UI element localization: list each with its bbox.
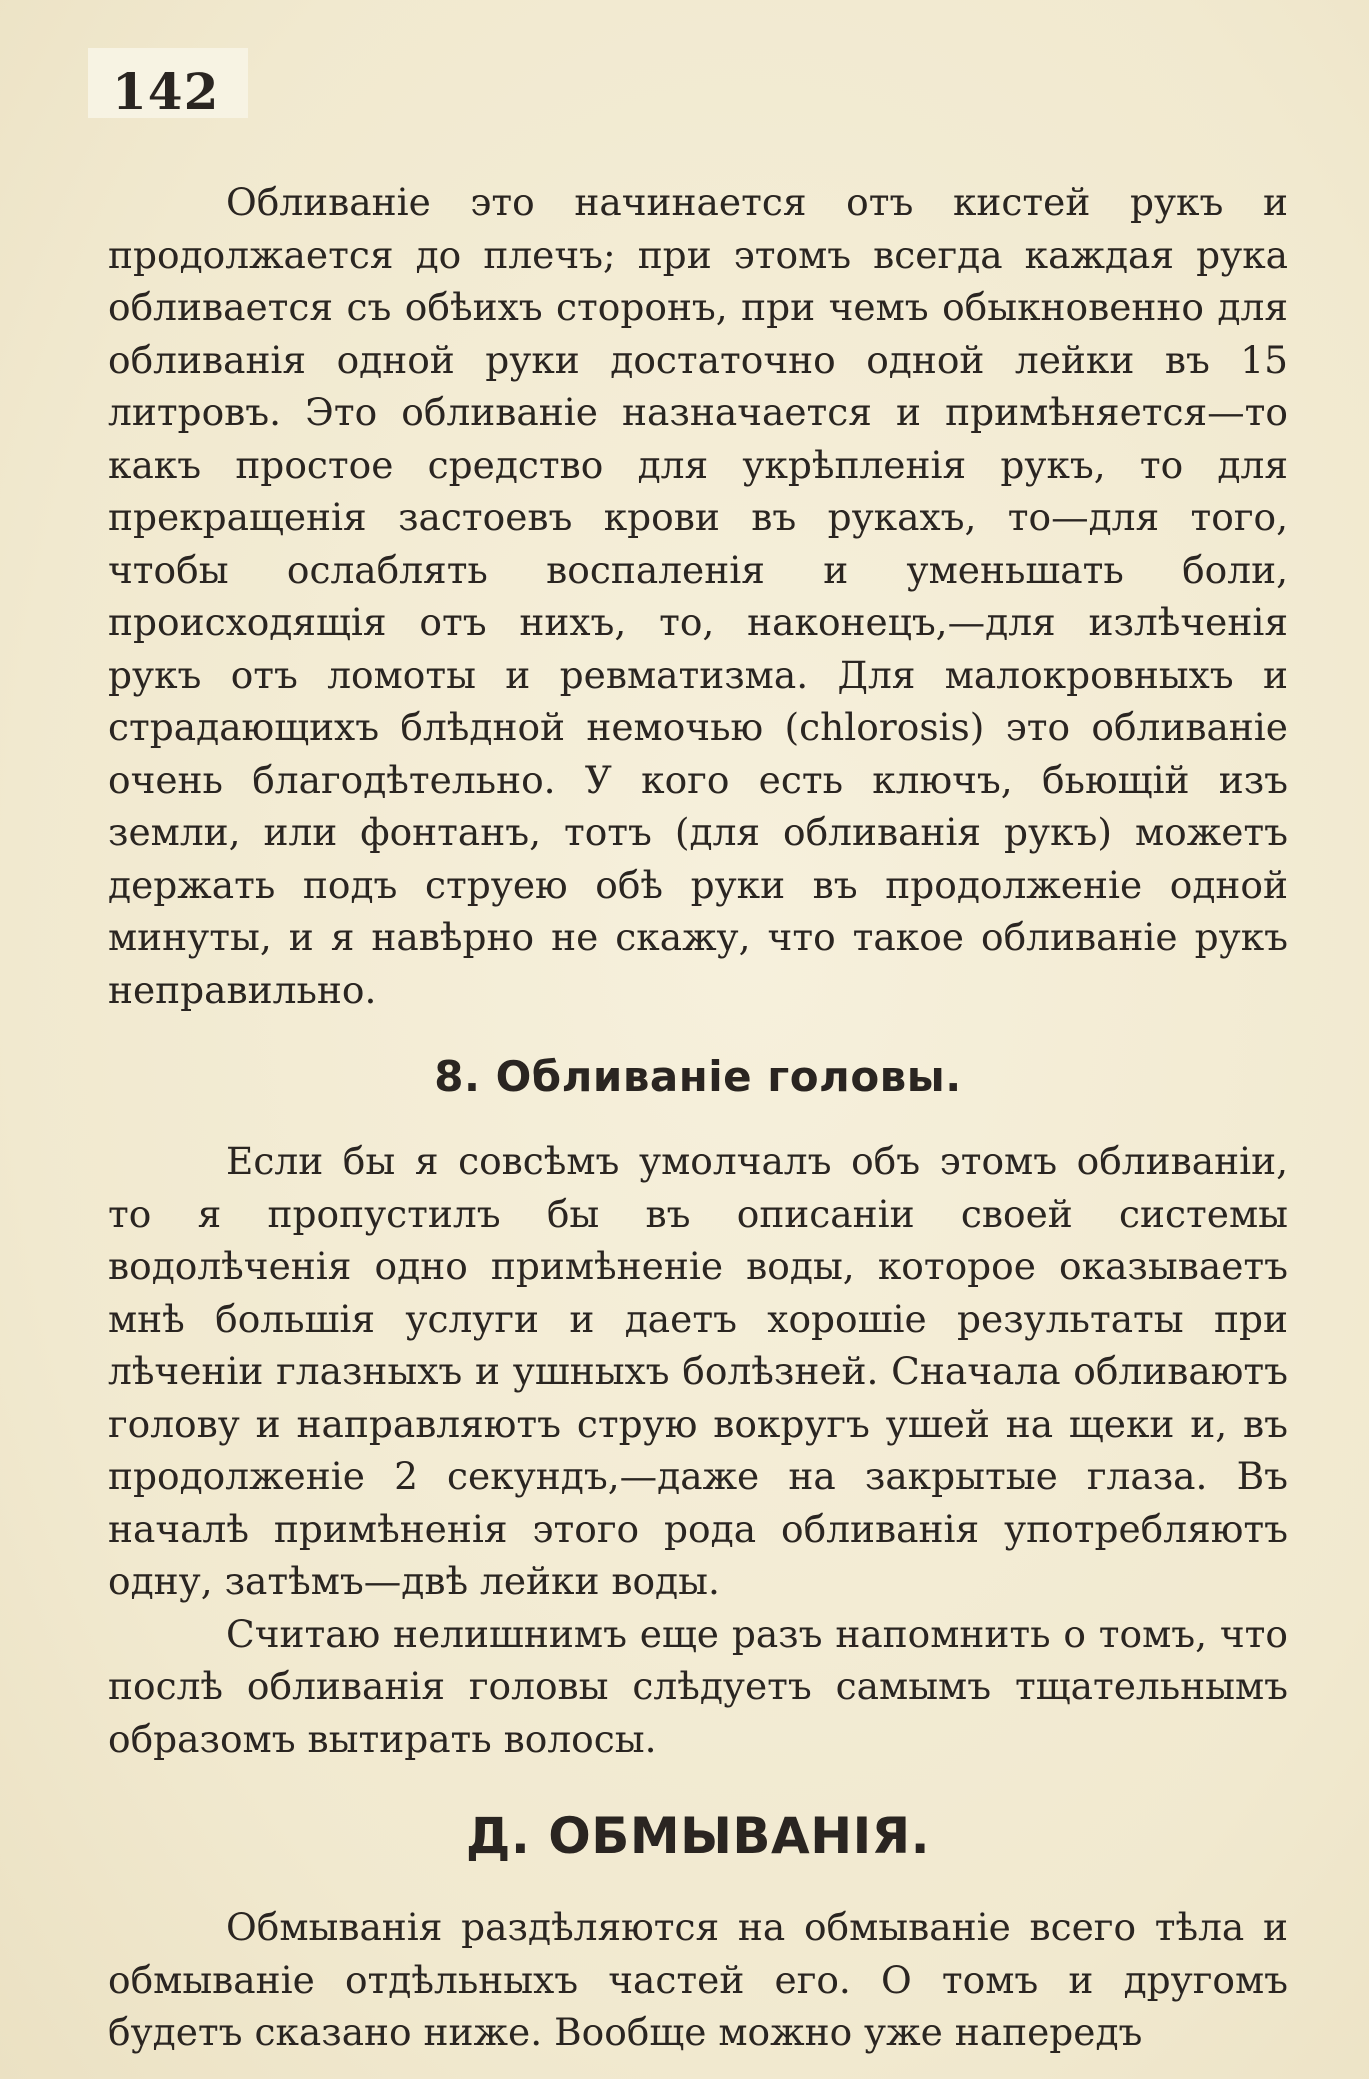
page-number: 142 [112, 62, 220, 121]
section-d-heading: Д. ОБМЫВАНІЯ. [465, 1807, 931, 1865]
section-8-paragraph-2: Считаю нелишнимъ еще разъ напомнить о томъ, что послѣ обливанія головы слѣдуетъ самымъ тщательнымъ образомъ вытирать волосы. [108, 1611, 1288, 1761]
section-8-heading: 8. Обливаніе головы. [434, 1052, 962, 1101]
section-8-paragraph-1: Если бы я совсѣмъ умолчалъ объ этомъ обливаніи, то я пропустилъ бы въ описаніи своей системы водолѣченія одно примѣненіе воды, которое оказываетъ мнѣ большія услуги и даетъ хорошіе результаты при лѣченіи глазныхъ и ушныхъ болѣзней. Сначала обливаютъ голову и направляютъ струю вокругъ ушей на щеки и, въ продолженіе 2 секундъ,—даже на закрытые глаза. Въ началѣ примѣненія этого рода обливанія употребляютъ одну, затѣмъ—двѣ лейки воды. [108, 1139, 1288, 1603]
intro-paragraph: Обливаніе это начинается отъ кистей рукъ и продолжается до плечъ; при этомъ всегда каждая рука обливается съ обѣихъ сторонъ, при чемъ обыкновенно для обливанія одной руки достаточно одной лейки въ 15 литровъ. Это обливаніе назначается и примѣняется—то какъ простое средство для укрѣпленія рукъ, то для прекращенія застоевъ крови въ рукахъ, то—для того, чтобы ослаблять воспаленія и уменьшать боли, происходящія отъ нихъ, то, наконецъ,—для излѣченія рукъ отъ ломоты и ревматизма. Для малокровныхъ и страдающихъ блѣдной немочью (chlorosis) это обливаніе очень благодѣтельно. У кого есть ключъ, бьющій изъ земли, или фонтанъ, тотъ (для обливанія рукъ) можетъ держать подъ струею обѣ руки въ продолженіе одной минуты, и я навѣрно не скажу, что такое обливаніе рукъ неправильно. [108, 180, 1288, 1012]
section-d-paragraph-1: Обмыванія раздѣляются на обмываніе всего тѣла и обмываніе отдѣльныхъ частей его. О томъ и другомъ будетъ сказано ниже. Вообще можно уже напередъ [108, 1905, 1288, 2054]
page-content [108, 176, 1288, 2059]
